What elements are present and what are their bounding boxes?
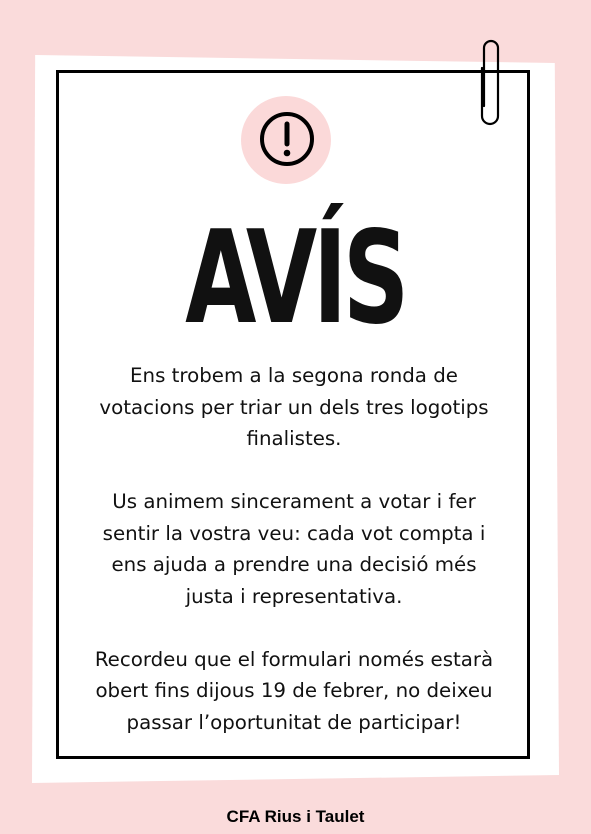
paperclip-icon [478,38,504,128]
notice-paragraph-3: Recordeu que el formulari només estarà obert fins dijous 19 de febrer, no deixeu passar l’oportunitat de participar! [94,647,494,734]
notice-paragraph-2: Us animem sincerament a votar i fer sentir la vostra veu: cada vot compta i ens ajuda a prendre una decisió més justa i representativa. [102,490,486,608]
warning-icon [257,109,317,169]
organization-name: CFA Rius i Taulet [226,807,365,826]
notice-title: AVÍS [185,204,405,353]
notice-paragraph-1: Ens trobem a la segona ronda de votacions per triar un dels tres logotips finalistes. [99,364,489,450]
notice-body [74,360,514,738]
